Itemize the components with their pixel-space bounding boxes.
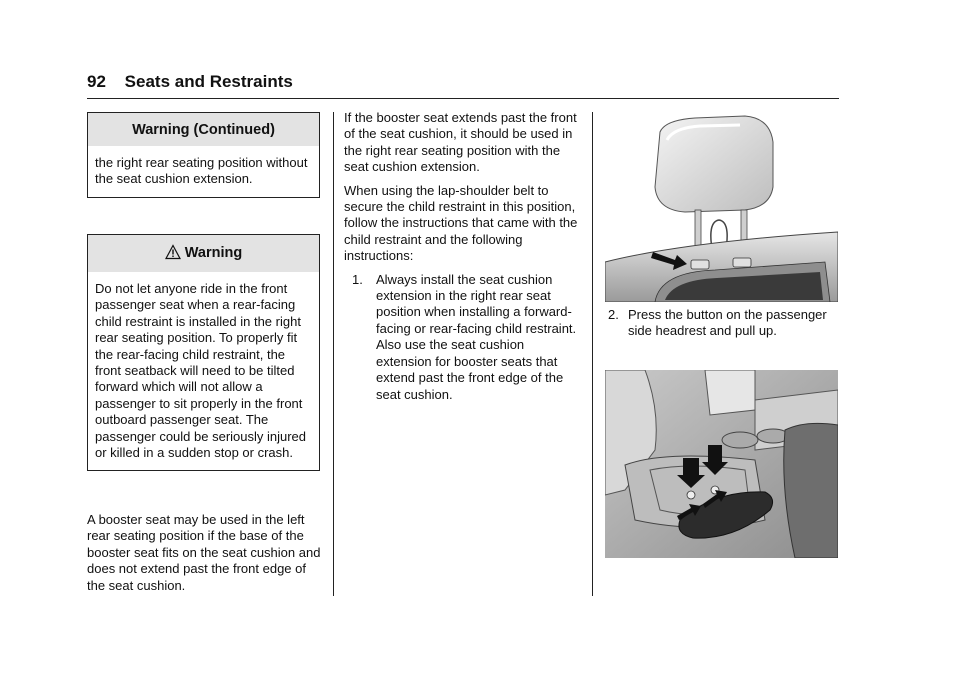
section-title: Seats and Restraints — [124, 72, 293, 91]
warning-continued-box — [87, 112, 320, 198]
page-number: 92 — [87, 72, 106, 91]
seat-cushion-extension-illustration — [605, 370, 838, 558]
warning-title-row — [88, 235, 319, 272]
warning-box — [87, 234, 320, 471]
booster-seat-paragraph: A booster seat may be used in the left rear seating position if the base of the booster seat fits on the seat cushion and does not extend past the front edge of the seat cushion. — [87, 512, 321, 593]
headrest-illustration — [605, 112, 838, 302]
right-column-step — [608, 307, 836, 340]
header-divider — [87, 98, 839, 99]
warning-body: Do not let anyone ride in the front passenger seat when a rear-facing child restraint is installed in the right rear seating position. To properly fit the rear-facing child restraint, the front seatback will need to be tilted forward which will not allow a passenger to sit properly in the front outboard passenger seat. The passenger could be seriously injured or killed in a sudden stop or crash. — [95, 281, 307, 461]
instruction-item-1 — [344, 272, 582, 403]
warning-continued-body: the right rear seating position without the seat cushion extension. — [95, 155, 308, 187]
warning-title: Warning — [184, 245, 243, 261]
instruction-number: 1. — [352, 271, 363, 287]
instruction-text: Always install the seat cushion extension in the right rear seat position when installing a forward-facing or rear-facing child restraint. Also use the seat cushion extension for booster seats that extend past the front edge of the seat cushion. — [376, 271, 577, 402]
middle-column — [344, 110, 582, 403]
instruction-number: 2. — [608, 307, 619, 322]
warning-continued-title: Warning (Continued) — [88, 113, 319, 146]
column-divider-right — [592, 112, 593, 596]
warning-triangle-icon — [165, 244, 181, 264]
lap-shoulder-belt-paragraph: When using the lap-shoulder belt to secure the child restraint in this position, follow the instructions that came with the child restraint and the following instructions: — [344, 182, 578, 264]
page-header — [87, 72, 293, 92]
column-divider-left — [333, 112, 334, 596]
instruction-item-2 — [608, 307, 836, 340]
instruction-text: Press the button on the passenger side headrest and pull up. — [628, 307, 827, 339]
booster-seat-extension-paragraph: If the booster seat extends past the front of the seat cushion, it should be used in the right rear seating position with the seat cushion extension. — [344, 110, 577, 175]
